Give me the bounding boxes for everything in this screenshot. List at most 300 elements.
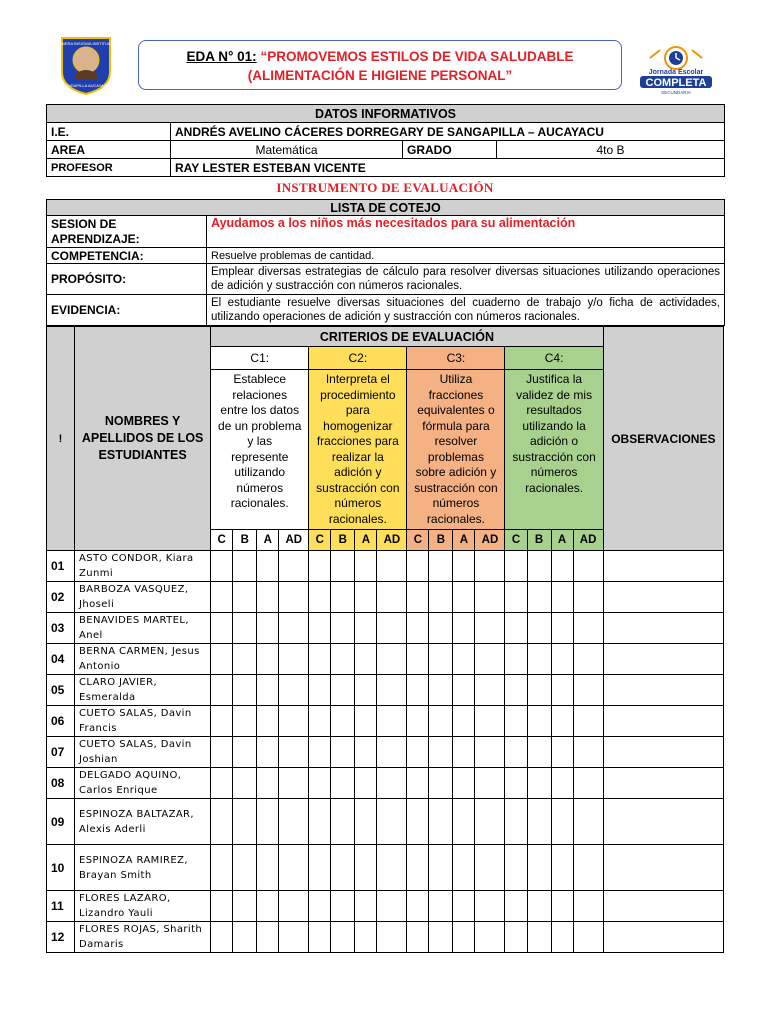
criterion-c1-code: C1:: [211, 347, 309, 370]
assessment-cell[interactable]: [211, 845, 233, 891]
level-header-c1-ad: AD: [279, 530, 309, 551]
assessment-cell[interactable]: [279, 799, 309, 845]
student-number: 12: [47, 922, 75, 953]
assessment-cell[interactable]: [407, 845, 429, 891]
assessment-cell[interactable]: [257, 706, 279, 737]
ie-label: I.E.: [47, 123, 171, 141]
assessment-cell[interactable]: [331, 551, 355, 582]
assessment-cell[interactable]: [279, 613, 309, 644]
student-row: [47, 891, 724, 922]
assessment-cell[interactable]: [429, 768, 453, 799]
assessment-cell[interactable]: [279, 922, 309, 953]
observation-cell[interactable]: [603, 799, 723, 845]
student-name: FLORES ROJAS, Sharith Damaris: [75, 922, 211, 953]
assessment-cell[interactable]: [453, 706, 475, 737]
assessment-cell[interactable]: [551, 737, 573, 768]
assessment-cell[interactable]: [355, 551, 377, 582]
assessment-cell[interactable]: [377, 706, 407, 737]
level-header-c2-a: A: [355, 530, 377, 551]
assessment-cell[interactable]: [211, 675, 233, 706]
assessment-cell[interactable]: [279, 706, 309, 737]
student-number: 10: [47, 845, 75, 891]
student-name: FLORES LAZARO, Lizandro Yauli: [75, 891, 211, 922]
datos-informativos-table: [46, 104, 725, 177]
assessment-cell[interactable]: [331, 922, 355, 953]
assessment-cell[interactable]: [377, 644, 407, 675]
proposito-value: Emplear diversas estrategias de cálculo para resolver diversas situaciones utilizando operaciones de adición y sustracción con números racionales.: [207, 264, 725, 295]
student-name: CUETO SALAS, Davin Francis: [75, 706, 211, 737]
assessment-cell[interactable]: [309, 891, 331, 922]
assessment-cell[interactable]: [309, 845, 331, 891]
observation-cell[interactable]: [603, 706, 723, 737]
level-header-c3-c: C: [407, 530, 429, 551]
assessment-cell[interactable]: [573, 891, 603, 922]
assessment-cell[interactable]: [527, 768, 551, 799]
assessment-cell[interactable]: [279, 891, 309, 922]
assessment-cell[interactable]: [279, 768, 309, 799]
observation-cell[interactable]: [603, 551, 723, 582]
assessment-cell[interactable]: [355, 582, 377, 613]
level-header-c4-c: C: [505, 530, 527, 551]
observation-cell[interactable]: [603, 922, 723, 953]
assessment-cell[interactable]: [527, 845, 551, 891]
assessment-cell[interactable]: [355, 799, 377, 845]
assessment-cell[interactable]: [331, 582, 355, 613]
assessment-cell[interactable]: [475, 644, 505, 675]
assessment-cell[interactable]: [551, 613, 573, 644]
assessment-cell[interactable]: [211, 551, 233, 582]
student-number: 03: [47, 613, 75, 644]
eda-title: PROMOVEMOS ESTILOS DE VIDA SALUDABLE (ALIMENTACIÓN E HIGIENE PERSONAL: [247, 49, 574, 83]
assessment-cell[interactable]: [453, 613, 475, 644]
student-name: ASTO CONDOR, Kiara Zunmi: [75, 551, 211, 582]
assessment-cell[interactable]: [573, 582, 603, 613]
student-number: 09: [47, 799, 75, 845]
assessment-cell[interactable]: [453, 922, 475, 953]
eda-open-quote: “: [256, 49, 268, 64]
profesor-label: PROFESOR: [47, 159, 171, 177]
student-row: [47, 799, 724, 845]
assessment-cell[interactable]: [233, 891, 257, 922]
assessment-cell[interactable]: [573, 737, 603, 768]
assessment-cell[interactable]: [309, 706, 331, 737]
assessment-cell[interactable]: [475, 582, 505, 613]
assessment-cell[interactable]: [233, 644, 257, 675]
assessment-cell[interactable]: [233, 799, 257, 845]
assessment-cell[interactable]: [475, 551, 505, 582]
assessment-cell[interactable]: [211, 644, 233, 675]
students-body: [47, 551, 724, 953]
assessment-cell[interactable]: [453, 582, 475, 613]
assessment-cell[interactable]: [257, 799, 279, 845]
student-name: ESPINOZA RAMIREZ, Brayan Smith: [75, 845, 211, 891]
assessment-cell[interactable]: [355, 845, 377, 891]
observation-cell[interactable]: [603, 768, 723, 799]
student-number: 04: [47, 644, 75, 675]
assessment-cell[interactable]: [475, 737, 505, 768]
assessment-cell[interactable]: [257, 613, 279, 644]
assessment-cell[interactable]: [309, 613, 331, 644]
jornada-escolar-completa-logo: [636, 44, 716, 96]
student-row: [47, 613, 724, 644]
assessment-cell[interactable]: [309, 675, 331, 706]
assessment-cell[interactable]: [279, 845, 309, 891]
assessment-cell[interactable]: [233, 613, 257, 644]
assessment-cell[interactable]: [573, 799, 603, 845]
level-header-c2-b: B: [331, 530, 355, 551]
assessment-cell[interactable]: [551, 768, 573, 799]
observation-cell[interactable]: [603, 582, 723, 613]
assessment-cell[interactable]: [355, 922, 377, 953]
level-header-c1-c: C: [211, 530, 233, 551]
assessment-cell[interactable]: [551, 675, 573, 706]
assessment-cell[interactable]: [331, 706, 355, 737]
student-name: BENAVIDES MARTEL, Anel: [75, 613, 211, 644]
assessment-cell[interactable]: [429, 922, 453, 953]
assessment-cell[interactable]: [309, 922, 331, 953]
student-name: ESPINOZA BALTAZAR, Alexis Aderli: [75, 799, 211, 845]
assessment-cell[interactable]: [527, 891, 551, 922]
assessment-cell[interactable]: [233, 551, 257, 582]
criterion-c1-description: Establece relaciones entre los datos de un problema y las represente utilizando números racionales.: [211, 370, 309, 530]
assessment-cell[interactable]: [453, 845, 475, 891]
assessment-cell[interactable]: [551, 922, 573, 953]
assessment-cell[interactable]: [475, 706, 505, 737]
criterion-c4-description: Justifica la validez de mis resultados utilizando la adición o sustracción con números racionales.: [505, 370, 603, 530]
level-header-c1-b: B: [233, 530, 257, 551]
assessment-cell[interactable]: [211, 613, 233, 644]
evidencia-value: El estudiante resuelve diversas situaciones del cuaderno de trabajo y/o ficha de actividades, utilizando operaciones de adición y sustracción con números racionales.: [207, 295, 725, 326]
assessment-cell[interactable]: [475, 675, 505, 706]
eda-title-box: [138, 40, 622, 90]
observation-cell[interactable]: [603, 891, 723, 922]
assessment-cell[interactable]: [377, 737, 407, 768]
assessment-cell[interactable]: [257, 922, 279, 953]
student-row: [47, 737, 724, 768]
assessment-cell[interactable]: [429, 706, 453, 737]
assessment-cell[interactable]: [257, 737, 279, 768]
assessment-cell[interactable]: [233, 845, 257, 891]
assessment-cell[interactable]: [407, 799, 429, 845]
svg-text:SANGAPILLA AUCAYACU: SANGAPILLA AUCAYACU: [62, 83, 110, 88]
assessment-cell[interactable]: [211, 799, 233, 845]
criterios-table: [46, 326, 724, 953]
assessment-cell[interactable]: [527, 551, 551, 582]
datos-title: DATOS INFORMATIVOS: [47, 105, 725, 123]
svg-text:COMPLETA: COMPLETA: [645, 77, 707, 89]
svg-text:Jornada Escolar: Jornada Escolar: [648, 69, 704, 76]
observation-cell[interactable]: [603, 845, 723, 891]
assessment-cell[interactable]: [429, 582, 453, 613]
level-header-c2-ad: AD: [377, 530, 407, 551]
assessment-cell[interactable]: [573, 845, 603, 891]
student-row: [47, 845, 724, 891]
svg-text:SECUNDARIA: SECUNDARIA: [661, 90, 691, 95]
instrumento-title: INSTRUMENTO DE EVALUACIÓN: [276, 180, 494, 195]
assessment-cell[interactable]: [527, 582, 551, 613]
assessment-cell[interactable]: [573, 675, 603, 706]
assessment-cell[interactable]: [257, 582, 279, 613]
assessment-cell[interactable]: [355, 737, 377, 768]
observaciones-header: OBSERVACIONES: [603, 327, 723, 551]
student-number: 06: [47, 706, 75, 737]
assessment-cell[interactable]: [429, 845, 453, 891]
assessment-cell[interactable]: [505, 706, 527, 737]
assessment-cell[interactable]: [505, 799, 527, 845]
competencia-label: COMPETENCIA:: [47, 248, 207, 264]
assessment-cell[interactable]: [475, 799, 505, 845]
assessment-cell[interactable]: [573, 644, 603, 675]
student-name: BERNA CARMEN, Jesus Antonio: [75, 644, 211, 675]
assessment-cell[interactable]: [331, 799, 355, 845]
criterion-c3-code: C3:: [407, 347, 505, 370]
assessment-cell[interactable]: [505, 737, 527, 768]
assessment-cell[interactable]: [331, 768, 355, 799]
assessment-cell[interactable]: [331, 675, 355, 706]
sesion-label: SESION DE APRENDIZAJE:: [47, 216, 207, 248]
assessment-cell[interactable]: [505, 582, 527, 613]
assessment-cell[interactable]: [279, 644, 309, 675]
assessment-cell[interactable]: [279, 551, 309, 582]
assessment-cell[interactable]: [505, 768, 527, 799]
school-crest-logo: [49, 36, 123, 96]
assessment-cell[interactable]: [407, 613, 429, 644]
student-row: [47, 582, 724, 613]
assessment-cell[interactable]: [505, 922, 527, 953]
assessment-cell[interactable]: [211, 922, 233, 953]
assessment-cell[interactable]: [331, 613, 355, 644]
assessment-cell[interactable]: [355, 675, 377, 706]
assessment-cell[interactable]: [527, 737, 551, 768]
assessment-cell[interactable]: [551, 799, 573, 845]
assessment-cell[interactable]: [331, 845, 355, 891]
assessment-cell[interactable]: [573, 922, 603, 953]
assessment-cell[interactable]: [453, 799, 475, 845]
profesor-value: RAY LESTER ESTEBAN VICENTE: [171, 159, 725, 177]
assessment-cell[interactable]: [279, 675, 309, 706]
level-header-c3-b: B: [429, 530, 453, 551]
assessment-cell[interactable]: [429, 799, 453, 845]
assessment-cell[interactable]: [453, 675, 475, 706]
student-name: BARBOZA VASQUEZ, Jhoseli: [75, 582, 211, 613]
student-number: 07: [47, 737, 75, 768]
student-number: 08: [47, 768, 75, 799]
assessment-cell[interactable]: [211, 737, 233, 768]
student-row: [47, 706, 724, 737]
assessment-cell[interactable]: [355, 613, 377, 644]
assessment-cell[interactable]: [211, 768, 233, 799]
area-value: Matemática: [171, 141, 403, 159]
assessment-cell[interactable]: [233, 706, 257, 737]
proposito-label: PROPÓSITO:: [47, 264, 207, 295]
ie-value: ANDRÉS AVELINO CÁCERES DORREGARY DE SANGAPILLA – AUCAYACU: [171, 123, 725, 141]
student-row: [47, 675, 724, 706]
assessment-cell[interactable]: [355, 706, 377, 737]
assessment-cell[interactable]: [505, 613, 527, 644]
student-name: CLARO JAVIER, Esmeralda: [75, 675, 211, 706]
assessment-cell[interactable]: [527, 675, 551, 706]
student-row: [47, 551, 724, 582]
assessment-cell[interactable]: [309, 737, 331, 768]
student-number: 02: [47, 582, 75, 613]
assessment-cell[interactable]: [527, 613, 551, 644]
assessment-cell[interactable]: [331, 891, 355, 922]
assessment-cell[interactable]: [377, 675, 407, 706]
assessment-cell[interactable]: [309, 551, 331, 582]
assessment-cell[interactable]: [309, 644, 331, 675]
assessment-cell[interactable]: [279, 737, 309, 768]
assessment-cell[interactable]: [257, 551, 279, 582]
criterios-title: CRITERIOS DE EVALUACIÓN: [211, 327, 603, 347]
assessment-cell[interactable]: [257, 845, 279, 891]
assessment-cell[interactable]: [309, 582, 331, 613]
assessment-cell[interactable]: [453, 737, 475, 768]
assessment-cell[interactable]: [453, 891, 475, 922]
assessment-cell[interactable]: [211, 582, 233, 613]
observation-cell[interactable]: [603, 644, 723, 675]
student-name: DELGADO AQUINO, Carlos Enrique: [75, 768, 211, 799]
assessment-cell[interactable]: [573, 613, 603, 644]
student-name: CUETO SALAS, Davin Joshian: [75, 737, 211, 768]
assessment-cell[interactable]: [551, 845, 573, 891]
observation-cell[interactable]: [603, 675, 723, 706]
assessment-cell[interactable]: [257, 768, 279, 799]
assessment-cell[interactable]: [429, 613, 453, 644]
assessment-cell[interactable]: [453, 768, 475, 799]
assessment-cell[interactable]: [257, 891, 279, 922]
assessment-cell[interactable]: [355, 644, 377, 675]
area-label: AREA: [47, 141, 171, 159]
assessment-cell[interactable]: [527, 706, 551, 737]
assessment-cell[interactable]: [407, 768, 429, 799]
sesion-value: Ayudamos a los niños más necesitados para su alimentación: [207, 216, 725, 248]
assessment-cell[interactable]: [407, 551, 429, 582]
assessment-cell[interactable]: [407, 891, 429, 922]
assessment-cell[interactable]: [331, 737, 355, 768]
student-number: 11: [47, 891, 75, 922]
student-row: [47, 644, 724, 675]
names-column-header: NOMBRES Y APELLIDOS DE LOS ESTUDIANTES: [75, 327, 211, 551]
assessment-cell[interactable]: [257, 675, 279, 706]
student-row: [47, 768, 724, 799]
level-header-c3-a: A: [453, 530, 475, 551]
lista-title: LISTA DE COTEJO: [47, 200, 725, 216]
assessment-cell[interactable]: [453, 644, 475, 675]
level-header-c4-ad: AD: [573, 530, 603, 551]
evaluation-document: [46, 36, 724, 953]
assessment-cell[interactable]: [551, 582, 573, 613]
assessment-cell[interactable]: [377, 845, 407, 891]
assessment-cell[interactable]: [407, 706, 429, 737]
assessment-cell[interactable]: [475, 891, 505, 922]
assessment-cell[interactable]: [475, 613, 505, 644]
assessment-cell[interactable]: [407, 675, 429, 706]
assessment-cell[interactable]: [429, 891, 453, 922]
observation-cell[interactable]: [603, 613, 723, 644]
assessment-cell[interactable]: [233, 675, 257, 706]
assessment-cell[interactable]: [377, 799, 407, 845]
observation-cell[interactable]: [603, 737, 723, 768]
level-header-c2-c: C: [309, 530, 331, 551]
assessment-cell[interactable]: [573, 768, 603, 799]
evidencia-label: EVIDENCIA:: [47, 295, 207, 326]
level-header-c4-a: A: [551, 530, 573, 551]
assessment-cell[interactable]: [551, 551, 573, 582]
assessment-cell[interactable]: [527, 644, 551, 675]
assessment-cell[interactable]: [233, 737, 257, 768]
assessment-cell[interactable]: [453, 551, 475, 582]
assessment-cell[interactable]: [527, 799, 551, 845]
assessment-cell[interactable]: [429, 737, 453, 768]
assessment-cell[interactable]: [429, 551, 453, 582]
assessment-cell[interactable]: [309, 768, 331, 799]
assessment-cell[interactable]: [233, 922, 257, 953]
assessment-cell[interactable]: [573, 706, 603, 737]
assessment-cell[interactable]: [407, 644, 429, 675]
assessment-cell[interactable]: [257, 644, 279, 675]
student-row: [47, 922, 724, 953]
eda-close-quote: ”: [505, 68, 513, 83]
level-header-c3-ad: AD: [475, 530, 505, 551]
assessment-cell[interactable]: [429, 644, 453, 675]
assessment-cell[interactable]: [355, 768, 377, 799]
grado-label: GRADO: [403, 141, 497, 159]
assessment-cell[interactable]: [551, 891, 573, 922]
assessment-cell[interactable]: [475, 768, 505, 799]
assessment-cell[interactable]: [279, 582, 309, 613]
svg-text:LA PRIMERA INSIGNIA INSTITUCIO: LA PRIMERA INSIGNIA INSTITUCIONAL: [49, 41, 123, 46]
criterion-c4-code: C4:: [505, 347, 603, 370]
grado-value: 4to B: [497, 141, 725, 159]
assessment-cell[interactable]: [211, 891, 233, 922]
assessment-cell[interactable]: [355, 891, 377, 922]
assessment-cell[interactable]: [377, 768, 407, 799]
assessment-cell[interactable]: [377, 922, 407, 953]
assessment-cell[interactable]: [407, 737, 429, 768]
assessment-cell[interactable]: [475, 845, 505, 891]
assessment-cell[interactable]: [377, 891, 407, 922]
number-column-header: !: [47, 327, 75, 551]
level-header-c4-b: B: [527, 530, 551, 551]
assessment-cell[interactable]: [211, 706, 233, 737]
assessment-cell[interactable]: [233, 582, 257, 613]
assessment-cell[interactable]: [505, 845, 527, 891]
assessment-cell[interactable]: [233, 768, 257, 799]
criterion-c2-description: Interpreta el procedimiento para homogenizar fracciones para realizar la adición y sustracción con números racionales.: [309, 370, 407, 530]
assessment-cell[interactable]: [505, 644, 527, 675]
assessment-cell[interactable]: [429, 675, 453, 706]
assessment-cell[interactable]: [505, 891, 527, 922]
assessment-cell[interactable]: [573, 551, 603, 582]
assessment-cell[interactable]: [527, 922, 551, 953]
assessment-cell[interactable]: [551, 706, 573, 737]
assessment-cell[interactable]: [407, 582, 429, 613]
criterion-c3-description: Utiliza fracciones equivalentes o fórmula para resolver problemas sobre adición y sustracción con números racionales.: [407, 370, 505, 530]
level-header-c1-a: A: [257, 530, 279, 551]
assessment-cell[interactable]: [377, 582, 407, 613]
assessment-cell[interactable]: [407, 922, 429, 953]
assessment-cell[interactable]: [475, 922, 505, 953]
assessment-cell[interactable]: [505, 675, 527, 706]
assessment-cell[interactable]: [505, 551, 527, 582]
criterion-c2-code: C2:: [309, 347, 407, 370]
assessment-cell[interactable]: [309, 799, 331, 845]
assessment-cell[interactable]: [331, 644, 355, 675]
assessment-cell[interactable]: [377, 551, 407, 582]
assessment-cell[interactable]: [551, 644, 573, 675]
assessment-cell[interactable]: [377, 613, 407, 644]
eda-label: EDA N° 01:: [186, 49, 257, 64]
